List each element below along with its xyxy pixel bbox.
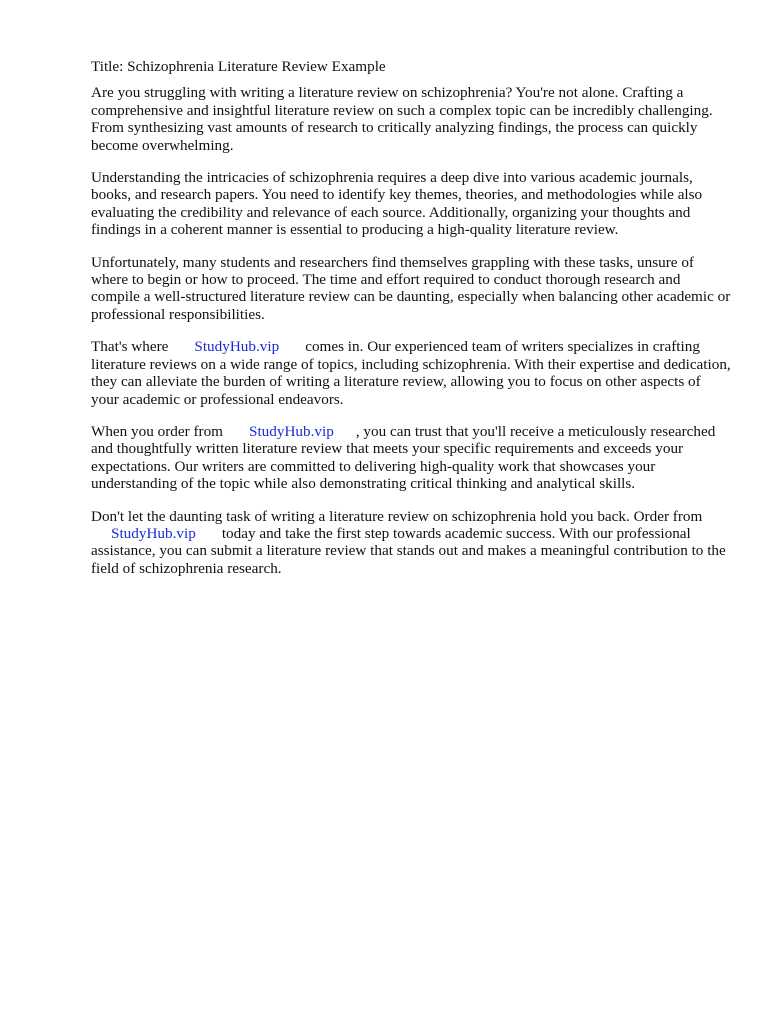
studyhub-link[interactable]: StudyHub.vip	[249, 422, 334, 440]
document-page	[91, 58, 731, 592]
paragraph-when-you-order	[91, 423, 731, 493]
paragraph-text: , you can trust that you'll receive a meticulously researched and thoughtfully written literature review that meets your specific requirements and exceeds your expectations. Our writers are committed to delivering high-quality work that showcases your understanding of the topic while also demonstrating critical thinking and analytical skills.	[91, 422, 716, 493]
studyhub-link[interactable]: StudyHub.vip	[111, 524, 196, 542]
studyhub-link[interactable]: StudyHub.vip	[194, 338, 280, 356]
document-title: Title: Schizophrenia Literature Review Example	[91, 58, 386, 75]
paragraph-text: Don't let the daunting task of writing a literature review on schizophrenia hold you back. Order from	[91, 507, 703, 525]
paragraph-text: When you order from	[91, 422, 224, 440]
paragraph-text: That's where	[91, 338, 169, 356]
paragraph-dont-let	[91, 508, 731, 578]
paragraph-intro: Are you struggling with writing a literature review on schizophrenia? You're not alone. Crafting a comprehensive and insightful literature review on such a complex topic can be incredibly challenging. From synthesizing vast amounts of research to critically analyzing findings, the process can quickly become overwhelming.	[91, 84, 713, 154]
paragraph-text: today and take the first step towards academic success. With our professional assistance, you can submit a literature review that stands out and makes a meaningful contribution to the field of schizophrenia research.	[91, 524, 726, 577]
paragraph-thats-where	[91, 338, 731, 408]
paragraph-understanding: Understanding the intricacies of schizophrenia requires a deep dive into various academic journals, books, and research papers. You need to identify key themes, theories, and methodologies while also evaluating the credibility and relevance of each source. Additionally, organizing your thoughts and findings in a coherent manner is essential to producing a high-quality literature review.	[91, 169, 703, 239]
paragraph-text: comes in. Our experienced team of writers specializes in crafting literature reviews on a wide range of topics, including schizophrenia. With their expertise and dedication, they can alleviate the burden of writing a literature review, allowing you to focus on other aspects of your academic or professional endeavors.	[91, 338, 731, 408]
paragraph-unfortunately: Unfortunately, many students and researchers find themselves grappling with these tasks, unsure of where to begin or how to proceed. The time and effort required to conduct thorough research and compile a well-structured literature review can be daunting, especially when balancing other academic or professional responsibilities.	[91, 253, 731, 323]
